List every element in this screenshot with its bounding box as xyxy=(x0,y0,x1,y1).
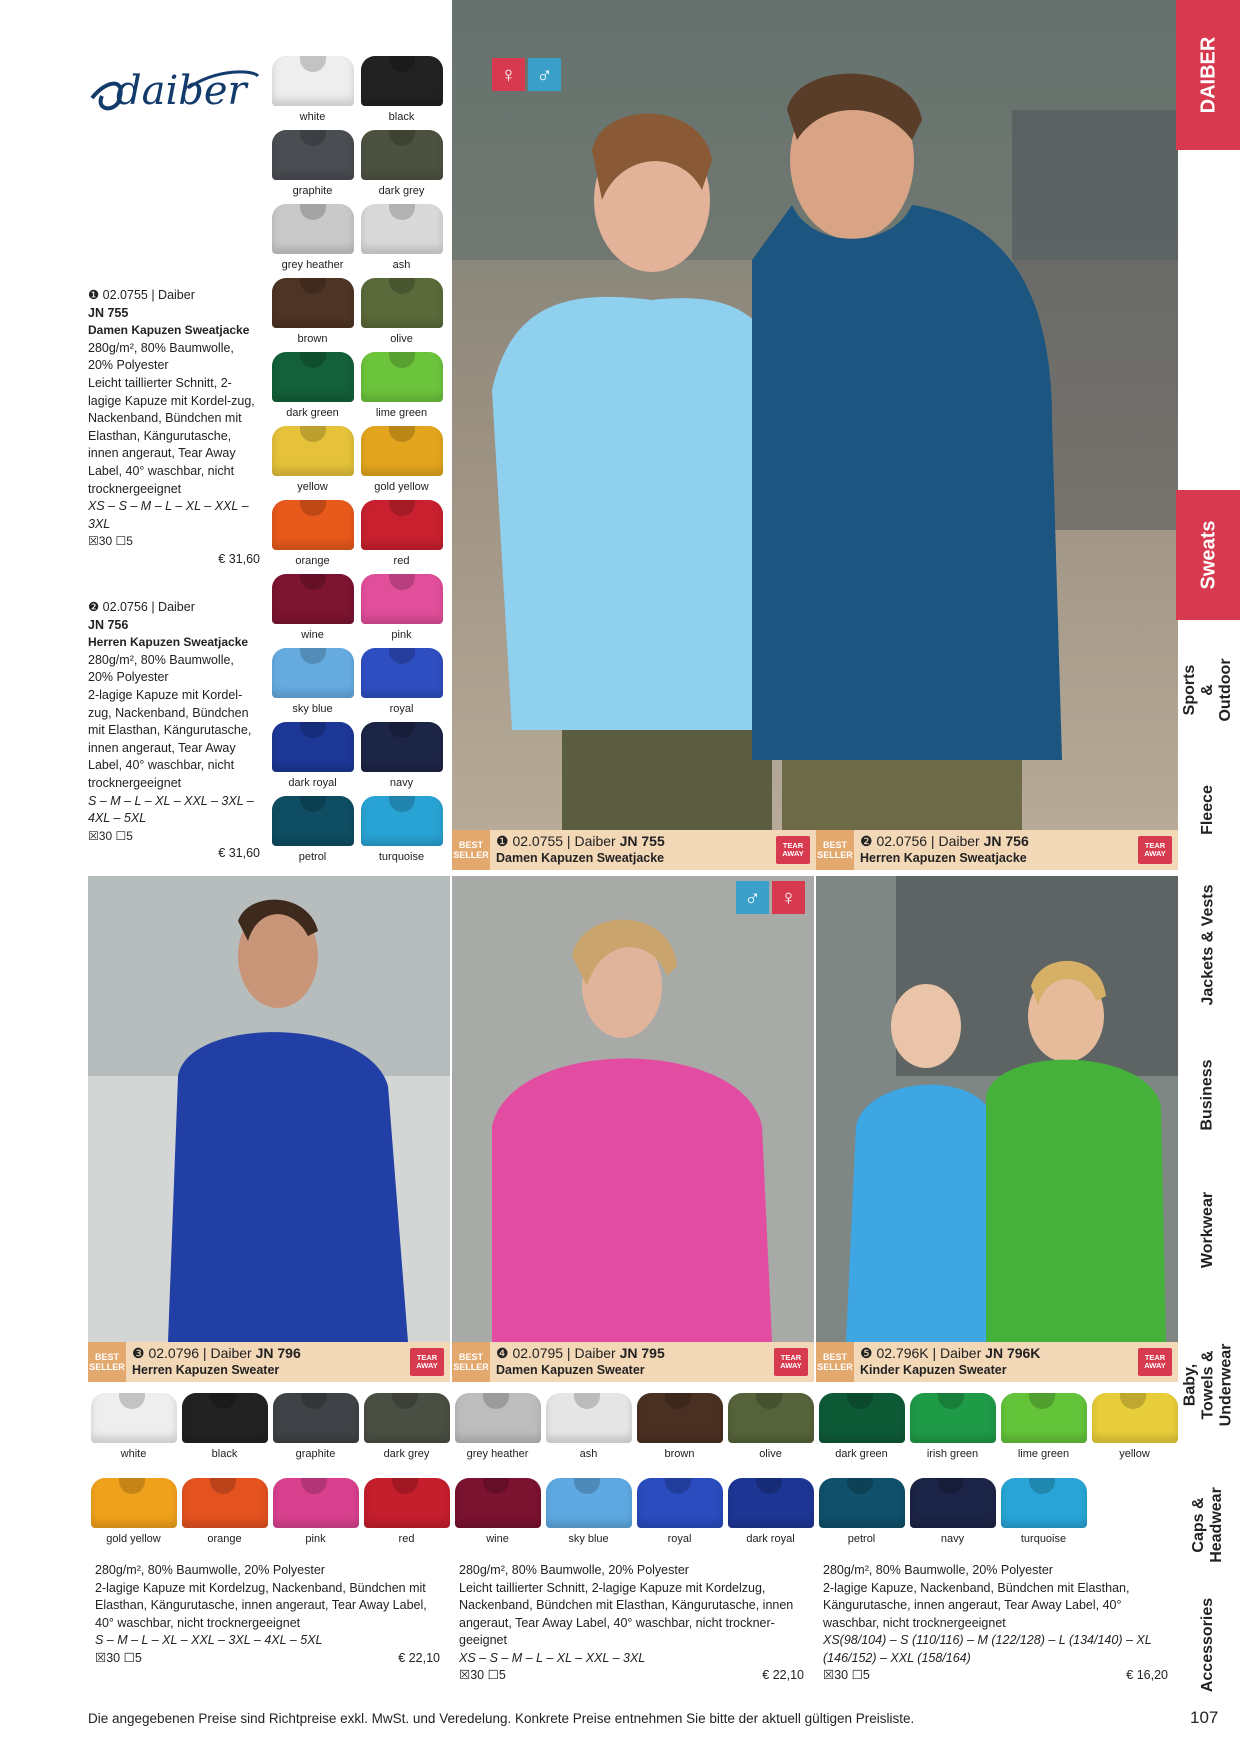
color-name: red xyxy=(398,1533,415,1545)
color-swatch xyxy=(725,1393,816,1460)
male-icon: ♂ xyxy=(528,58,561,91)
product-model: JN 756 xyxy=(88,617,129,632)
hoodie-swatch-icon xyxy=(272,722,354,772)
packaging-info: ☒30 ☐5 xyxy=(88,828,133,843)
color-name: wine xyxy=(301,629,324,641)
color-name: gold yellow xyxy=(374,481,429,493)
color-name: sky blue xyxy=(568,1533,609,1545)
color-name: black xyxy=(211,1448,238,1460)
caption-jn795: BEST SELLER ❹ 02.0795 | Daiber JN 795 Damen Kapuzen Sweater TEAR AWAY xyxy=(452,1342,814,1382)
product-description: 2-lagige Kapuze, Nackenband, Bündchen mit Elasthan, Kängurutasche, innen angeraut, Tear Away Label, 40° waschbar, nicht trocknergeeignet xyxy=(823,1580,1130,1630)
color-name: ash xyxy=(579,1448,598,1460)
product-description: 2-lagige Kapuze mit Kordelzug, Nackenband, Bündchen mit Elasthan, Kängurutasche, innen angeraut, Tear Away Label, 40° waschbar, nicht trocknergeeignet xyxy=(95,1580,427,1630)
color-name: lime green xyxy=(375,407,428,419)
color-swatch xyxy=(88,1478,179,1545)
tear-away-badge: TEAR AWAY xyxy=(774,1348,808,1376)
product-description: Leicht taillierter Schnitt, 2-lagige Kapuze mit Kordel-zug, Nackenband, Bündchen mit Elasthan, Kängurutasche, innen angeraut, Tear Away Label, 40° waschbar, nicht trocknergeeignet xyxy=(88,375,255,496)
photo-man-hoodie xyxy=(88,876,450,1342)
color-swatch xyxy=(357,648,446,722)
color-name: dark green xyxy=(835,1448,888,1460)
color-swatch xyxy=(725,1478,816,1545)
hoodie-swatch-icon xyxy=(273,1393,359,1443)
color-name: dark grey xyxy=(383,1448,430,1460)
bestseller-badge: BEST SELLER xyxy=(816,1342,854,1382)
tab-fleece[interactable]: Fleece xyxy=(1199,785,1216,835)
color-swatch xyxy=(361,1393,452,1460)
hoodie-swatch-icon xyxy=(361,130,443,180)
color-name: graphite xyxy=(295,1448,336,1460)
hoodie-swatch-icon xyxy=(1001,1478,1087,1528)
color-swatch xyxy=(268,500,357,574)
hoodie-swatch-icon xyxy=(546,1478,632,1528)
product-price: € 31,60 xyxy=(218,551,260,566)
female-icon: ♀ xyxy=(492,58,525,91)
tab-caps-headwear[interactable]: Caps & Headwear xyxy=(1190,1487,1225,1563)
hoodie-swatch-icon xyxy=(637,1478,723,1528)
hoodie-swatch-icon xyxy=(272,204,354,254)
color-name: dark royal xyxy=(288,777,337,789)
product-name: Damen Kapuzen Sweatjacke xyxy=(88,323,250,338)
hoodie-swatch-icon xyxy=(272,426,354,476)
color-name: olive xyxy=(759,1448,782,1460)
color-swatch xyxy=(357,796,446,870)
product-material: 280g/m², 80% Baumwolle, 20% Polyester xyxy=(88,340,234,373)
daiber-logo xyxy=(88,58,263,118)
photo-woman-hoodie xyxy=(452,876,814,1342)
tab-sports-outdoor[interactable]: Sports & Outdoor xyxy=(1181,658,1234,722)
hoodie-swatch-icon xyxy=(637,1393,723,1443)
hoodie-swatch-icon xyxy=(819,1478,905,1528)
hoodie-swatch-icon xyxy=(91,1393,177,1443)
tear-away-badge: TEAR AWAY xyxy=(776,836,810,864)
product-info-jn756 xyxy=(88,599,260,863)
color-swatch xyxy=(268,722,357,796)
product-material: 280g/m², 80% Baumwolle, 20% Polyester xyxy=(459,1563,689,1577)
product-sizes: XS(98/104) – S (110/116) – M (122/128) – L (134/140) – XL (146/152) – XXL (158/164) xyxy=(823,1633,1152,1665)
color-swatch xyxy=(543,1393,634,1460)
color-name: wine xyxy=(486,1533,509,1545)
product-sizes: XS – S – M – L – XL – XXL – 3XL xyxy=(88,499,249,531)
tab-sweats[interactable]: Sweats xyxy=(1176,490,1240,620)
color-name: graphite xyxy=(292,185,333,197)
hoodie-swatch-icon xyxy=(455,1478,541,1528)
color-swatch xyxy=(357,500,446,574)
hoodie-swatch-icon xyxy=(361,278,443,328)
gender-icons xyxy=(736,881,805,914)
hoodie-swatch-icon xyxy=(272,574,354,624)
color-swatch xyxy=(998,1478,1089,1545)
color-swatch xyxy=(179,1478,270,1545)
hoodie-swatch-icon xyxy=(361,426,443,476)
product-description: Leicht taillierter Schnitt, 2-lagige Kapuze mit Kordelzug, Nackenband, Bündchen mit Elasthan, Kängurutasche, innen angeraut, Tear Away Label, 40° waschbar, nicht trockner-geeignet xyxy=(459,1580,794,1647)
color-name: irish green xyxy=(926,1448,979,1460)
photo-couple-sweatjackets xyxy=(452,0,1178,830)
product-price: € 16,20 xyxy=(1126,1668,1168,1682)
hoodie-swatch-icon xyxy=(272,278,354,328)
product-description: 2-lagige Kapuze mit Kordel-zug, Nackenband, Bündchen mit Elasthan, Kängurutasche, innen angeraut, Tear Away Label, 40° waschbar, nicht trocknergeeignet xyxy=(88,687,252,790)
color-swatch xyxy=(179,1393,270,1460)
product-price: € 22,10 xyxy=(762,1668,804,1682)
color-name: red xyxy=(393,555,410,567)
product-number: ❷ 02.0756 | Daiber xyxy=(88,600,195,614)
tear-away-badge: TEAR AWAY xyxy=(1138,1348,1172,1376)
product-info-jn796k xyxy=(823,1562,1168,1685)
color-swatch xyxy=(88,1393,179,1460)
hoodie-swatch-icon xyxy=(1001,1393,1087,1443)
color-name: royal xyxy=(667,1533,692,1545)
color-swatch xyxy=(816,1478,907,1545)
tear-away-badge: TEAR AWAY xyxy=(1138,836,1172,864)
color-name: turquoise xyxy=(378,851,425,863)
hoodie-swatch-icon xyxy=(91,1478,177,1528)
color-name: ash xyxy=(392,259,411,271)
color-swatch-row-1 xyxy=(88,1393,1180,1460)
hoodie-swatch-icon xyxy=(272,500,354,550)
color-name: navy xyxy=(940,1533,965,1545)
product-number: ❶ 02.0755 | Daiber xyxy=(88,288,195,302)
brand-wordmark: daiber xyxy=(116,68,247,114)
color-swatch xyxy=(907,1393,998,1460)
hoodie-swatch-icon xyxy=(361,796,443,846)
packaging-info: ☒30 ☐5 xyxy=(88,534,133,549)
color-name: pink xyxy=(391,629,412,641)
color-name: gold yellow xyxy=(106,1533,161,1545)
color-swatch xyxy=(357,722,446,796)
color-swatch xyxy=(998,1393,1089,1460)
color-name: orange xyxy=(295,555,330,567)
color-name: white xyxy=(120,1448,147,1460)
hoodie-swatch-icon xyxy=(361,204,443,254)
color-swatch xyxy=(268,352,357,426)
hoodie-swatch-icon xyxy=(455,1393,541,1443)
product-model: JN 755 xyxy=(88,305,129,320)
tab-workwear[interactable]: Workwear xyxy=(1199,1191,1216,1269)
category-sidebar xyxy=(1176,0,1240,1754)
product-material: 280g/m², 80% Baumwolle, 20% Polyester xyxy=(88,652,234,685)
page-number: 107 xyxy=(1190,1708,1219,1727)
hoodie-swatch-icon xyxy=(364,1478,450,1528)
hoodie-swatch-icon xyxy=(910,1478,996,1528)
color-name: navy xyxy=(389,777,414,789)
color-name: black xyxy=(388,111,415,123)
color-swatch xyxy=(268,574,357,648)
bestseller-badge: BEST SELLER xyxy=(88,1342,126,1382)
hoodie-swatch-icon xyxy=(272,796,354,846)
color-name: dark grey xyxy=(378,185,425,197)
hoodie-swatch-icon xyxy=(819,1393,905,1443)
color-name: grey heather xyxy=(466,1448,529,1460)
color-swatch xyxy=(452,1393,543,1460)
hoodie-swatch-icon xyxy=(182,1393,268,1443)
color-name: turquoise xyxy=(1020,1533,1067,1545)
product-material: 280g/m², 80% Baumwolle, 20% Polyester xyxy=(823,1563,1053,1577)
hoodie-swatch-icon xyxy=(361,352,443,402)
color-name: petrol xyxy=(298,851,327,863)
tab-jackets-vests[interactable]: Jackets & Vests xyxy=(1199,884,1217,1006)
color-swatch xyxy=(268,278,357,352)
color-swatch xyxy=(357,56,446,130)
color-name: yellow xyxy=(1119,1448,1150,1460)
color-swatch xyxy=(361,1478,452,1545)
male-icon: ♂ xyxy=(736,881,769,914)
product-sizes: XS – S – M – L – XL – XXL – 3XL xyxy=(459,1650,646,1665)
hoodie-swatch-icon xyxy=(273,1478,359,1528)
color-swatch xyxy=(270,1478,361,1545)
color-swatch xyxy=(907,1478,998,1545)
hoodie-swatch-icon xyxy=(1092,1393,1178,1443)
hoodie-swatch-icon xyxy=(272,352,354,402)
color-swatch xyxy=(543,1478,634,1545)
color-swatch xyxy=(268,130,357,204)
tab-daiber[interactable]: DAIBER xyxy=(1176,0,1240,150)
hoodie-swatch-icon xyxy=(364,1393,450,1443)
color-name: lime green xyxy=(1017,1448,1070,1460)
color-name: dark royal xyxy=(746,1533,795,1545)
bestseller-badge: BEST SELLER xyxy=(452,1342,490,1382)
product-sizes: S – M – L – XL – XXL – 3XL – 4XL – 5XL xyxy=(95,1633,323,1647)
product-material: 280g/m², 80% Baumwolle, 20% Polyester xyxy=(95,1563,325,1577)
color-name: petrol xyxy=(847,1533,876,1545)
color-swatch xyxy=(270,1393,361,1460)
color-name: grey heather xyxy=(281,259,344,271)
hoodie-swatch-icon xyxy=(361,56,443,106)
color-swatch xyxy=(1089,1393,1180,1460)
hoodie-swatch-icon xyxy=(361,722,443,772)
hoodie-swatch-icon xyxy=(546,1393,632,1443)
color-swatch-grid xyxy=(268,56,446,870)
product-info-jn755 xyxy=(88,287,260,569)
color-swatch-row-2 xyxy=(88,1478,1089,1545)
caption-jn796: BEST SELLER ❸ 02.0796 | Daiber JN 796 Herren Kapuzen Sweater TEAR AWAY xyxy=(88,1342,450,1382)
color-swatch xyxy=(357,426,446,500)
product-price: € 31,60 xyxy=(218,846,260,861)
product-info-jn796 xyxy=(95,1562,440,1667)
gender-icons xyxy=(492,58,561,91)
hoodie-swatch-icon xyxy=(728,1393,814,1443)
color-swatch xyxy=(268,56,357,130)
color-name: royal xyxy=(389,703,414,715)
pack-price-row: ☒30 ☐5 € 22,10 xyxy=(459,1667,804,1685)
hoodie-swatch-icon xyxy=(182,1478,268,1528)
color-name: sky blue xyxy=(292,703,333,715)
hoodie-swatch-icon xyxy=(910,1393,996,1443)
caption-jn796k: BEST SELLER ❺ 02.796K | Daiber JN 796K Kinder Kapuzen Sweater TEAR AWAY xyxy=(816,1342,1178,1382)
color-swatch xyxy=(357,352,446,426)
color-swatch xyxy=(268,796,357,870)
hoodie-swatch-icon xyxy=(272,130,354,180)
bestseller-badge: BEST SELLER xyxy=(452,830,490,870)
female-icon: ♀ xyxy=(772,881,805,914)
color-swatch xyxy=(357,204,446,278)
color-name: orange xyxy=(207,1533,242,1545)
product-price: € 22,10 xyxy=(398,1650,440,1665)
tab-accessories[interactable]: Accessories xyxy=(1199,1597,1217,1693)
product-info-jn795 xyxy=(459,1562,804,1685)
color-name: pink xyxy=(305,1533,326,1545)
hoodie-swatch-icon xyxy=(361,574,443,624)
color-name: olive xyxy=(390,333,413,345)
color-swatch xyxy=(357,130,446,204)
color-swatch xyxy=(268,426,357,500)
photo-kids-hoodies xyxy=(816,876,1178,1342)
color-name: dark green xyxy=(286,407,339,419)
hoodie-swatch-icon xyxy=(361,500,443,550)
hoodie-swatch-icon xyxy=(728,1478,814,1528)
product-name: Herren Kapuzen Sweatjacke xyxy=(88,635,249,650)
color-swatch xyxy=(634,1393,725,1460)
color-swatch xyxy=(452,1478,543,1545)
caption-jn756: BEST SELLER ❷ 02.0756 | Daiber JN 756 Herren Kapuzen Sweatjacke TEAR AWAY xyxy=(816,830,1178,870)
color-swatch xyxy=(268,648,357,722)
color-name: brown xyxy=(297,333,328,345)
price-disclaimer: Die angegebenen Preise sind Richtpreise exkl. MwSt. und Veredelung. Konkrete Preise entnehmen Sie bitte der aktuell gültigen Preisliste. xyxy=(88,1711,915,1726)
color-name: yellow xyxy=(297,481,328,493)
color-swatch xyxy=(357,278,446,352)
color-name: white xyxy=(299,111,326,123)
color-swatch xyxy=(357,574,446,648)
hoodie-swatch-icon xyxy=(272,648,354,698)
bestseller-badge: BEST SELLER xyxy=(816,830,854,870)
tear-away-badge: TEAR AWAY xyxy=(410,1348,444,1376)
color-name: brown xyxy=(664,1448,695,1460)
pack-price-row: ☒30 ☐5 € 22,10 xyxy=(95,1650,440,1668)
color-swatch xyxy=(816,1393,907,1460)
color-swatch xyxy=(634,1478,725,1545)
hoodie-swatch-icon xyxy=(361,648,443,698)
color-swatch xyxy=(268,204,357,278)
caption-jn755: BEST SELLER ❶ 02.0755 | Daiber JN 755 Damen Kapuzen Sweatjacke TEAR AWAY xyxy=(452,830,816,870)
hoodie-swatch-icon xyxy=(272,56,354,106)
tab-business[interactable]: Business xyxy=(1199,1059,1217,1131)
tab-baby-towels-underwear[interactable]: Baby, Towels & Underwear xyxy=(1181,1343,1234,1427)
pack-price-row: ☒30 ☐5 € 16,20 xyxy=(823,1667,1168,1685)
product-sizes: S – M – L – XL – XXL – 3XL – 4XL – 5XL xyxy=(88,793,254,826)
